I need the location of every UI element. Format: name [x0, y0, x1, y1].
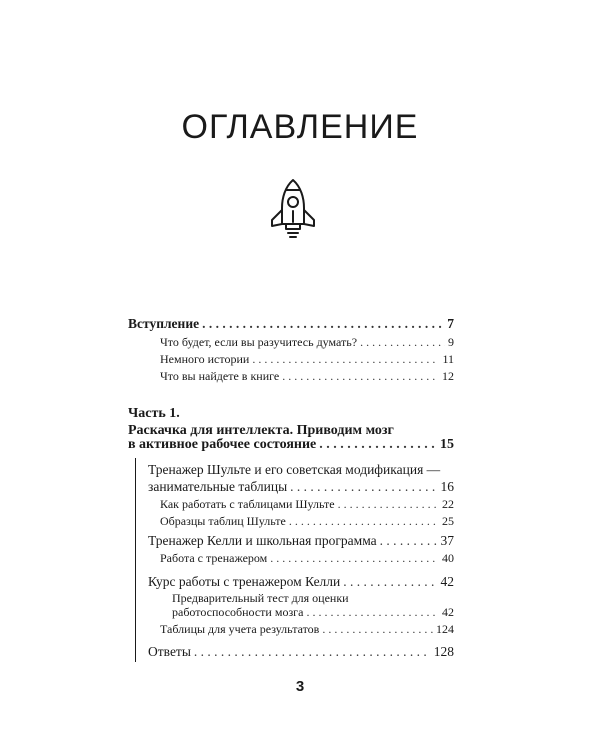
leader-dots	[252, 352, 439, 367]
toc-entry[interactable]	[160, 514, 454, 529]
leader-dots	[282, 369, 439, 384]
toc-entry[interactable]	[160, 369, 454, 384]
toc-entry-pretest[interactable]	[172, 605, 454, 620]
toc-entry-page: 9	[448, 335, 454, 349]
toc-entry-page: 42	[442, 605, 454, 619]
toc-entry-part1[interactable]	[128, 437, 454, 453]
toc-entry-page: 42	[440, 574, 454, 589]
toc-entry-page: 11	[442, 352, 454, 366]
toc-entry-label: Работа с тренажером	[160, 551, 268, 565]
leader-dots	[290, 479, 437, 495]
leader-dots	[306, 605, 439, 620]
toc-entry-page: 15	[440, 437, 454, 452]
toc-entry-page: 25	[442, 514, 454, 528]
toc-entry-label: Курс работы с тренажером Келли	[148, 574, 341, 589]
leader-dots	[270, 551, 439, 566]
leader-dots	[289, 514, 439, 529]
part-heading: Часть 1.	[128, 406, 180, 421]
toc-entry-page: 16	[440, 479, 454, 494]
toc-entry-answers[interactable]	[148, 644, 454, 660]
toc-entry-line: Тренажер Шульте и его советская модификация —	[148, 462, 441, 477]
toc-entry-page: 40	[442, 551, 454, 565]
page-number: 3	[295, 678, 305, 695]
toc-entry[interactable]	[160, 622, 454, 637]
toc-entry-schulte[interactable]	[148, 479, 454, 495]
leader-dots	[319, 437, 437, 453]
toc-entry-label: Ответы	[148, 644, 191, 659]
leader-dots	[338, 497, 439, 512]
toc-entry-label: занимательные таблицы	[148, 479, 288, 494]
toc-entry[interactable]	[160, 551, 454, 566]
leader-dots	[194, 644, 431, 660]
toc-entry[interactable]	[160, 335, 454, 350]
toc-entry-page: 22	[442, 497, 454, 511]
leader-dots	[380, 533, 438, 549]
toc-entry-page: 124	[436, 622, 454, 636]
toc-entry-page: 128	[433, 644, 454, 659]
toc-entry[interactable]	[160, 352, 454, 367]
toc-entry-label: Что будет, если вы разучитесь думать?	[160, 335, 358, 349]
toc-entry[interactable]	[160, 497, 454, 512]
toc-entry-page: 7	[447, 316, 454, 331]
toc-entry-course[interactable]	[148, 574, 454, 590]
toc-entry-label: Таблицы для учета результатов	[160, 622, 320, 636]
toc-entry-label: Немного истории	[160, 352, 250, 366]
toc-entry-label: Вступление	[128, 316, 200, 331]
toc-entry-label: Образцы таблиц Шульте	[160, 514, 286, 528]
toc-entry-label: Как работать с таблицами Шульте	[160, 497, 335, 511]
toc-entry-label: Что вы найдете в книге	[160, 369, 280, 383]
leader-dots	[343, 574, 437, 590]
toc-entry-label: Тренажер Келли и школьная программа	[148, 533, 377, 548]
toc-entry-page: 12	[442, 369, 454, 383]
toc-entry-label: работоспособности мозга	[172, 605, 304, 619]
toc-entry-label: в активное рабочее состояние	[128, 437, 317, 452]
toc-entry-intro[interactable]	[128, 316, 454, 332]
part-title-line: Раскачка для интеллекта. Приводим мозг	[128, 423, 394, 438]
leader-dots	[322, 622, 433, 637]
toc-entry-line: Предварительный тест для оценки	[172, 591, 349, 605]
toc-entry-kelly[interactable]	[148, 533, 454, 549]
leader-dots	[360, 335, 445, 350]
toc-entry-page: 37	[440, 533, 454, 548]
page-title: ОГЛАВЛЕНИЕ	[181, 108, 419, 146]
leader-dots	[202, 316, 444, 332]
section-rule	[135, 458, 136, 662]
